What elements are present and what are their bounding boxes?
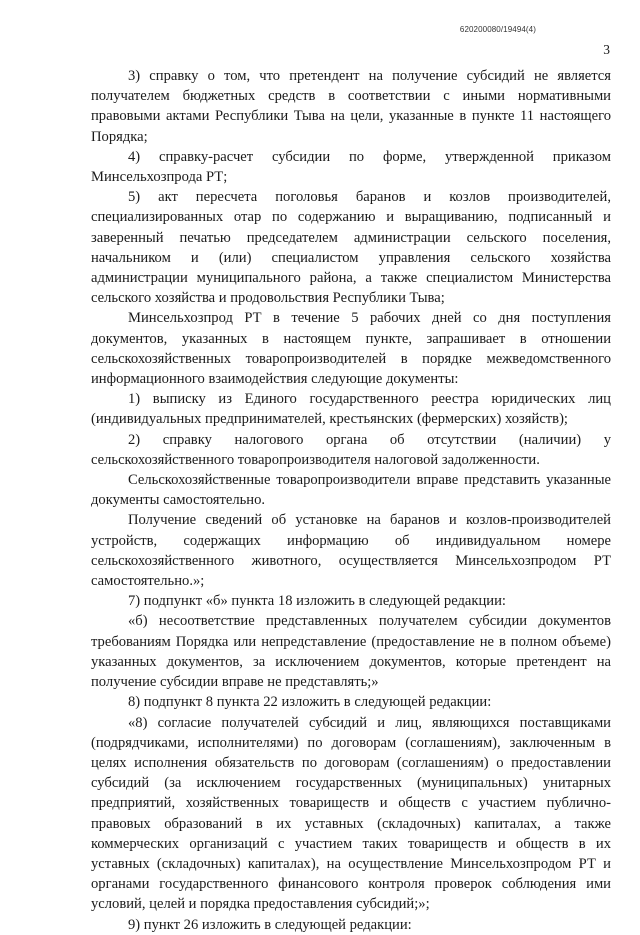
paragraph-device-info: Получение сведений об установке на баранов и козлов-производителей устройств, содержащих информацию об индивидуальном номере сельскохозяйственного животного, осуществляется Минсельхозпродом РТ самостоятельно.»; [91,512,611,590]
paragraph-self-submission: Сельскохозяйственные товаропроизводители вправе представить указанные документы самостоятельно. [91,472,611,509]
document-number: 620200080/19494(4) [459,25,536,34]
document-body [91,66,611,935]
paragraph-tax-certificate: 2) справку налогового органа об отсутствии (наличии) у сельскохозяйственного товаропроизводителя налоговой задолженности. [91,431,611,468]
page-number: 3 [603,42,610,57]
paragraph-extract-registry: 1) выписку из Единого государственного реестра юридических лиц (индивидуальных предпринимателей, крестьянских (фермерских) хозяйств); [91,391,611,428]
paragraph-item-3: 3) справку о том, что претендент на получение субсидий не является получателем бюджетных средств в соответствии с иными нормативными правовыми актами Республики Тыва на цели, указанные в пункте 11 настоящего Порядка; [91,68,611,145]
paragraph-amend-18: 7) подпункт «б» пункта 18 изложить в следующей редакции: [128,593,506,610]
paragraph-item-4: 4) справку-расчет субсидии по форме, утвержденной приказом Минсельхозпрода РТ; [91,148,611,186]
paragraph-amend-22: 8) подпункт 8 пункта 22 изложить в следующей редакции: [128,694,492,711]
paragraph-amend-26: 9) пункт 26 изложить в следующей редакции: [128,916,412,933]
paragraph-item-5: 5) акт пересчета поголовья баранов и козлов производителей, специализированных отар по содержанию и выращиванию, подписанный и заверенный печатью председателем администрации сельского поселения, начальником и (или) специалистом управления сельского хозяйства администрации муниципального района, а также специалистом Министерства сельского хозяйства и продовольствия Республики Тыва; [91,189,611,307]
paragraph-clause-b: «б) несоответствие представленных получателем субсидии документов требованиям Порядка или непредставление (предоставление не в полном объеме) указанных документов, за исключением документов, которые претендент на получение субсидии вправе не представлять;» [91,613,611,691]
paragraph-clause-8: «8) согласие получателей субсидий и лиц, являющихся поставщиками (подрядчиками, исполнителями) по договорам (соглашениям), заключенным в целях исполнения обязательств по договорам (соглашениям) о предоставлении субсидий (за исключением государственных (муниципальных) унитарных предприятий, хозяйственных товариществ и обществ с участием публично-правовых образований в их уставных (складочных) капиталах, а также коммерческих организаций с участием таких товариществ и обществ в их уставных (складочных) капиталах), на осуществление Минсельхозпродом РТ и органами государственного финансового контроля проверок соблюдения ими условий, целей и порядка предоставления субсидий;»; [91,714,611,913]
paragraph-request-documents: Минсельхозпрод РТ в течение 5 рабочих дней со дня поступления документов, указанных в настоящем пункте, запрашивает в отношении сельскохозяйственных товаропроизводителей в порядке межведомственного информационного взаимодействия следующие документы: [91,310,611,388]
